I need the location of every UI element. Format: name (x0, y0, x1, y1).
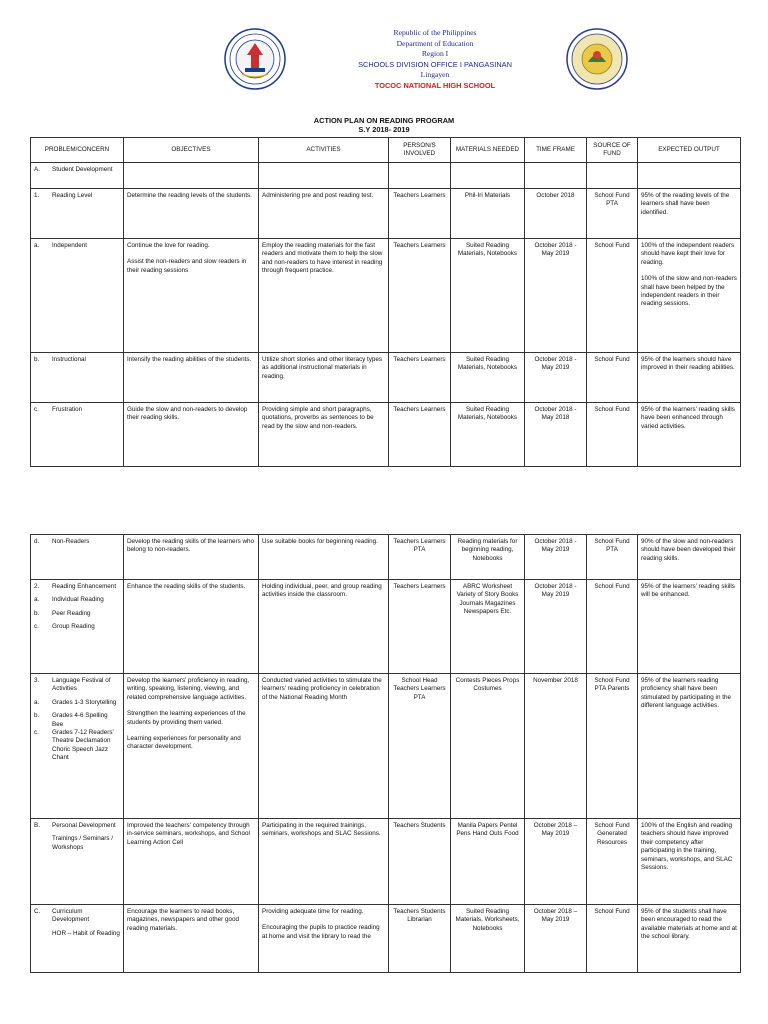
output-cell: 95% of the learners' reading skills have been enhanced through varied activities. (638, 403, 741, 467)
deped-seal-icon (224, 28, 286, 90)
problem-cell: B. Personal Development Trainings / Seminars / Workshops (31, 819, 124, 905)
timeframe-cell: November 2018 (525, 674, 587, 819)
timeframe-cell: October 2018 – May 2019 (525, 819, 587, 905)
problem-cell: A. Student Development (31, 163, 124, 189)
materials-cell: Suited Reading Materials, Notebooks (451, 239, 525, 353)
table-row (31, 353, 741, 403)
output-cell: 95% of the students shall have been encouraged to read the available materials at home and at the school library. (638, 905, 741, 973)
problem-cell: 1. Reading Level (31, 189, 124, 239)
materials-cell: ABRC Worksheet Variety of Story Books Journals Magazines Newspapers Etc. (451, 580, 525, 674)
col-header: SOURCE OF FUND (587, 138, 638, 163)
school-name: TOCOC NATIONAL HIGH SCHOOL (374, 80, 496, 90)
output-cell: 95% of the learners should have improved in their reading abilities. (638, 353, 741, 403)
fund-cell: School Fund (587, 580, 638, 674)
activities-cell: Administering pre and post reading test. (259, 189, 389, 239)
activities-cell: Providing simple and short paragraphs, quotations, proverbs as sentences to be read by the slow and non-readers. (259, 403, 389, 467)
persons-cell: School Head Teachers Learners PTA (389, 674, 451, 819)
materials-cell: Suited Reading Materials, Notebooks (451, 353, 525, 403)
output-cell: 95% of the learners' reading skills will be enhanced. (638, 580, 741, 674)
table-row (31, 819, 741, 905)
activities-cell: Participating in the required trainings, seminars, workshops and SLAC Sessions. (259, 819, 389, 905)
problem-cell: b. Instructional (31, 353, 124, 403)
persons-cell: Teachers Learners (389, 403, 451, 467)
activities-cell: Providing adequate time for reading. Encouraging the pupils to practice reading at home and visit the library to read the (259, 905, 389, 973)
output-cell: 95% of the reading levels of the learners shall have been identified. (638, 189, 741, 239)
materials-cell: Contests Pieces Props Costumes (451, 674, 525, 819)
fund-cell: School Fund PTA Parents (587, 674, 638, 819)
col-header: TIME FRAME (525, 138, 587, 163)
persons-cell: Teachers Learners PTA (389, 535, 451, 580)
activities-cell: Utilize short stories and other literacy types as additional instructional materials in reading. (259, 353, 389, 403)
table-row (31, 580, 741, 674)
col-header: ACTIVITIES (259, 138, 389, 163)
objectives-cell: Encourage the learners to read books, magazines, newspapers and other good reading materials. (124, 905, 259, 973)
division-line: SCHOOLS DIVISION OFFICE I PANGASINAN (358, 59, 512, 69)
output-cell: 100% of the English and reading teachers should have improved their competency after participating in the training, seminars, workshops, and SLAC Sessions. (638, 819, 741, 905)
objectives-cell: Develop the reading skills of the learners who belong to non-readers. (124, 535, 259, 580)
problem-cell: a. Independent (31, 239, 124, 353)
objectives-cell: Guide the slow and non-readers to develop their reading skills. (124, 403, 259, 467)
objectives-cell: Determine the reading levels of the students. (124, 189, 259, 239)
title-line-2: S.Y 2018- 2019 (358, 125, 410, 134)
activities-cell: Conducted varied activities to stimulate the learners' reading proficiency in celebration of the National Reading Month (259, 674, 389, 819)
persons-cell: Teachers Students (389, 819, 451, 905)
problem-cell: C. Curriculum Development HOR – Habit of Reading (31, 905, 124, 973)
timeframe-cell: October 2018 – May 2019 (525, 905, 587, 973)
table-row (31, 189, 741, 239)
table-row (31, 535, 741, 580)
action-plan-table-2 (30, 534, 741, 973)
col-header: MATERIALS NEEDED (451, 138, 525, 163)
col-header: PROBLEM/CONCERN (31, 138, 124, 163)
letterhead (0, 28, 768, 98)
timeframe-cell: October 2018 - May 2018 (525, 403, 587, 467)
fund-cell: School Fund (587, 353, 638, 403)
objectives-cell: Enhance the reading skills of the students. (124, 580, 259, 674)
activities-cell: Use suitable books for beginning reading. (259, 535, 389, 580)
title-line-1: ACTION PLAN ON READING PROGRAM (313, 116, 455, 125)
col-header: OBJECTIVES (124, 138, 259, 163)
timeframe-cell: October 2018 - May 2019 (525, 353, 587, 403)
table-row (31, 403, 741, 467)
document-title (0, 116, 768, 134)
republic-line: Republic of the Philippines (393, 28, 477, 37)
persons-cell: Teachers Learners (389, 239, 451, 353)
table-row (31, 163, 741, 189)
letterhead-text (300, 28, 570, 92)
region-line: Region I (421, 49, 449, 59)
col-header: PERSON/S INVOLVED (389, 138, 451, 163)
objectives-cell: Develop the learners' proficiency in reading, writing, speaking, listening, viewing, and related comprehensive language activities. Strengthen the learning experiences of the students by providing them varied. Learning experiences for personality and character development. (124, 674, 259, 819)
output-cell: 95% of the learners reading proficiency shall have been stimulated by participating in the different language activities. (638, 674, 741, 819)
persons-cell: Teachers Learners (389, 580, 451, 674)
objectives-cell: Improved the teachers' competency through in-service seminars, workshops, and School Learning Action Cell (124, 819, 259, 905)
materials-cell: Manila Papers Pentel Pens Hand Outs Food (451, 819, 525, 905)
problem-cell: d. Non-Readers (31, 535, 124, 580)
fund-cell: School Fund (587, 403, 638, 467)
problem-cell: 2. Reading Enhancement a. Individual Reading b. Peer Reading c. Group Reading (31, 580, 124, 674)
output-cell: 90% of the slow and non-readers should have been developed their reading skills. (638, 535, 741, 580)
col-header: EXPECTED OUTPUT (638, 138, 741, 163)
persons-cell: Teachers Learners (389, 189, 451, 239)
timeframe-cell: October 2018 - May 2019 (525, 239, 587, 353)
fund-cell: School Fund PTA (587, 189, 638, 239)
timeframe-cell: October 2018 - May 2019 (525, 535, 587, 580)
materials-cell: Phil-Iri Materials (451, 189, 525, 239)
department-line: Department of Education (396, 38, 474, 48)
objectives-cell: Continue the love for reading. Assist the non-readers and slow readers in their reading sessions (124, 239, 259, 353)
persons-cell: Teachers Learners (389, 353, 451, 403)
materials-cell: Suited Reading Materials, Notebooks (451, 403, 525, 467)
fund-cell: School Fund Generated Resources (587, 819, 638, 905)
materials-cell: Reading materials for beginning reading, Notebooks (451, 535, 525, 580)
table-row (31, 674, 741, 819)
table-row (31, 905, 741, 973)
fund-cell: School Fund PTA (587, 535, 638, 580)
output-cell: 100% of the independent readers should have kept their love for reading. 100% of the slow and non-readers shall have been helped by the independent readers in their reading sessions. (638, 239, 741, 353)
activities-cell: Employ the reading materials for the fast readers and motivate them to help the slow and non-readers to have interest in reading through frequent practice. (259, 239, 389, 353)
timeframe-cell: October 2018 - May 2019 (525, 580, 587, 674)
activities-cell: Holding individual, peer, and group reading activities inside the classroom. (259, 580, 389, 674)
table-header-row (31, 138, 741, 163)
persons-cell: Teachers Students Librarian (389, 905, 451, 973)
action-plan-table-1 (30, 137, 741, 467)
town-line: Lingayen (420, 70, 450, 80)
table-row (31, 239, 741, 353)
fund-cell: School Fund (587, 239, 638, 353)
problem-cell: 3. Language Festival of Activities a. Grades 1-3 Storytelling b. Grades 4-6 Spelling Bee c. Grades 7-12 Readers' Theatre Declamation Choric Speech Jazz Chant (31, 674, 124, 819)
fund-cell: School Fund (587, 905, 638, 973)
division-seal-icon (566, 28, 628, 90)
timeframe-cell: October 2018 (525, 189, 587, 239)
problem-cell: c. Frustration (31, 403, 124, 467)
materials-cell: Suited Reading Materials, Worksheets, Notebooks (451, 905, 525, 973)
objectives-cell: Intensify the reading abilities of the students. (124, 353, 259, 403)
